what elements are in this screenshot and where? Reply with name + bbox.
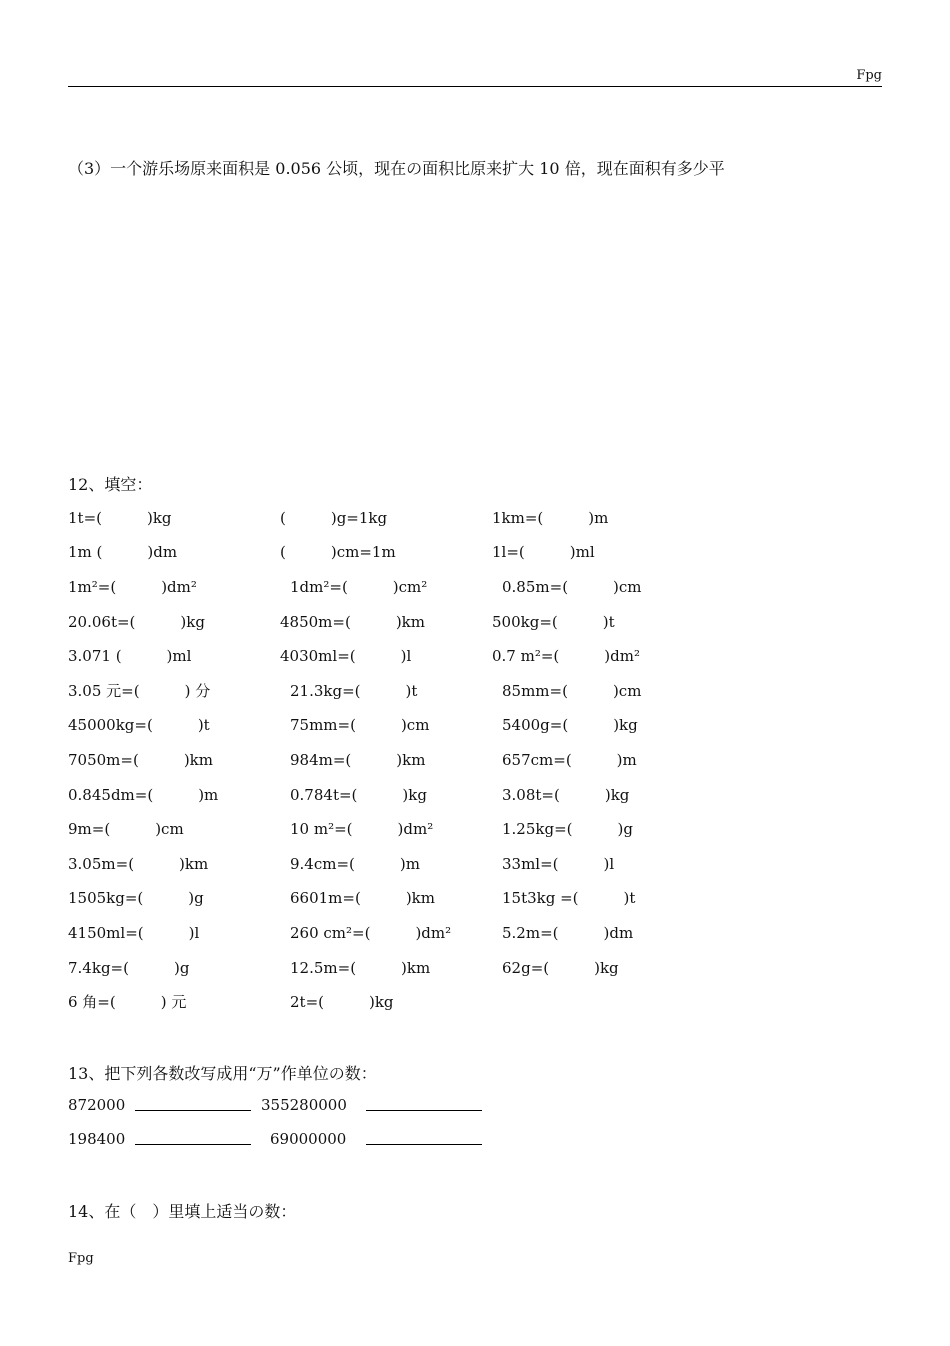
fill-item: 0.845dm=( )m: [68, 786, 219, 804]
fill-item: 984m=( )km: [290, 751, 426, 769]
number-69000000: 69000000: [270, 1130, 347, 1148]
fill-item: 260 cm²=( )dm²: [290, 924, 452, 942]
number-872000: 872000: [68, 1096, 126, 1114]
fill-item: 21.3kg=( )t: [290, 682, 418, 700]
fill-item: 3.05 元=( ) 分: [68, 682, 211, 700]
fill-item: 1m²=( )dm²: [68, 578, 197, 596]
fill-item: 657cm=( )m: [502, 751, 637, 769]
fill-item: 1dm²=( )cm²: [290, 578, 428, 596]
fill-item: 3.05m=( )km: [68, 855, 209, 873]
fill-item: 6601m=( )km: [290, 889, 435, 907]
fill-item: 7050m=( )km: [68, 751, 213, 769]
fill-item: 9.4cm=( )m: [290, 855, 420, 873]
fill-item: ( )g=1kg: [280, 509, 388, 527]
fill-item: 6 角=( ) 元: [68, 993, 187, 1011]
fill-item: 3.08t=( )kg: [502, 786, 630, 804]
fill-item: 10 m²=( )dm²: [290, 820, 434, 838]
fill-item: 1m ( )dm: [68, 543, 178, 561]
fill-item: 1km=( )m: [492, 509, 609, 527]
fill-item: 12.5m=( )km: [290, 959, 431, 977]
section-13-title: 13、把下列各数改写成用“万”作单位の数：: [68, 1064, 377, 1083]
fill-item: 85mm=( )cm: [502, 682, 642, 700]
fill-item: 1t=( )kg: [68, 509, 172, 527]
fill-item: 20.06t=( )kg: [68, 613, 205, 631]
number-198400: 198400: [68, 1130, 126, 1148]
question-3-text: （3）一个游乐场原来面积是 0.056 公顷，现在の面积比原来扩大 10 倍，现在面积有多少平: [68, 159, 725, 178]
fill-item: 5.2m=( )dm: [502, 924, 634, 942]
section-12-title: 12、填空：: [68, 475, 153, 494]
header-rule: [68, 86, 882, 87]
fill-item: 7.4kg=( )g: [68, 959, 190, 977]
answer-blank: [135, 1110, 251, 1111]
fill-item: 4850m=( )km: [280, 613, 425, 631]
fill-item: 1505kg=( )g: [68, 889, 204, 907]
fill-item: 0.784t=( )kg: [290, 786, 427, 804]
fill-item: 75mm=( )cm: [290, 716, 430, 734]
fill-item: 500kg=( )t: [492, 613, 615, 631]
section-14-title: 14、在（ ）里填上适当の数：: [68, 1202, 297, 1221]
fill-item: 4030ml=( )l: [280, 647, 412, 665]
number-355280000: 355280000: [261, 1096, 347, 1114]
answer-blank: [366, 1144, 482, 1145]
answer-blank: [135, 1144, 251, 1145]
fill-item: 15t3kg =( )t: [502, 889, 636, 907]
fill-item: 62g=( )kg: [502, 959, 619, 977]
fill-item: 0.85m=( )cm: [502, 578, 642, 596]
page-header-label: Fpg: [856, 68, 882, 83]
fill-item: 33ml=( )l: [502, 855, 615, 873]
fill-item: 1l=( )ml: [492, 543, 595, 561]
fill-item: 0.7 m²=( )dm²: [492, 647, 640, 665]
fill-item: ( )cm=1m: [280, 543, 396, 561]
answer-blank: [366, 1110, 482, 1111]
fill-item: 4150ml=( )l: [68, 924, 200, 942]
fill-item: 5400g=( )kg: [502, 716, 638, 734]
fill-item: 9m=( )cm: [68, 820, 184, 838]
fill-item: 45000kg=( )t: [68, 716, 210, 734]
fill-item: 2t=( )kg: [290, 993, 394, 1011]
fill-item: 3.071 ( )ml: [68, 647, 192, 665]
fill-item: 1.25kg=( )g: [502, 820, 633, 838]
page-footer-label: Fpg: [68, 1251, 94, 1266]
